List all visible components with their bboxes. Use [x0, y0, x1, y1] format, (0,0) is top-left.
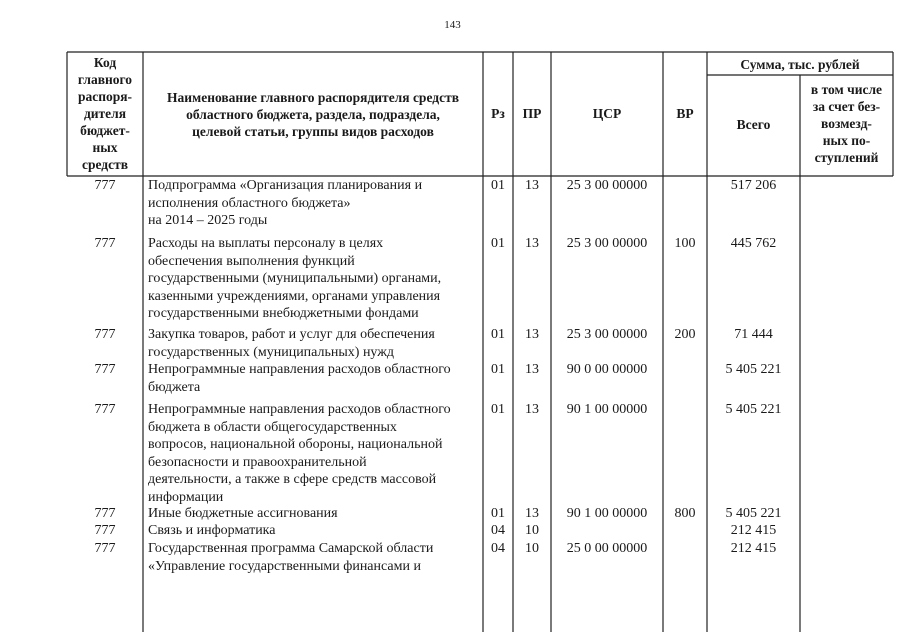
row-csr: 25 3 00 00000: [566, 327, 648, 342]
row-csr: 25 3 00 00000: [566, 236, 648, 251]
row-name: Непрограммные направления расходов областного бюджета: [148, 362, 451, 395]
row-pr: 13: [525, 236, 539, 251]
row-vr: 200: [674, 327, 696, 342]
row-name: Связь и информатика: [148, 523, 276, 538]
header-csr: ЦСР: [592, 106, 622, 121]
row-name: Иные бюджетные ассигнования: [148, 506, 338, 521]
row-code: 777: [94, 362, 116, 377]
row-name: Непрограммные направления расходов областного бюджета в области общегосударственных вопросов, национальной обороны, национальной безопасности и правоохранительной деятельности, а также в сфере средств массовой информации: [148, 402, 451, 505]
row-code: 777: [94, 523, 116, 538]
row-total: 5 405 221: [725, 506, 782, 521]
row-rz: 01: [491, 402, 505, 417]
row-total: 5 405 221: [725, 402, 782, 417]
row-rz: 04: [491, 541, 505, 556]
header-sum-group: Сумма, тыс. рублей: [740, 57, 860, 72]
header-name: Наименование главного распорядителя средств областного бюджета, раздела, подраздела, целевой статьи, группы видов расходов: [166, 90, 459, 139]
row-rz: 01: [491, 236, 505, 251]
row-rz: 01: [491, 506, 505, 521]
row-code: 777: [94, 236, 116, 251]
row-rz: 01: [491, 178, 505, 193]
header-rz: Рз: [491, 106, 505, 121]
row-name: Государственная программа Самарской области «Управление государственными финансами и: [148, 541, 434, 574]
header-vr: ВР: [676, 106, 694, 121]
header-incl: в том числе за счет без- возмезд- ных по- ступлений: [810, 82, 883, 165]
row-name: Расходы на выплаты персоналу в целях обеспечения выполнения функций государственными (муниципальными) органами, казенными учреждениями, органами управления государственными внебюджетными фондами: [148, 236, 442, 321]
row-csr: 25 0 00 00000: [566, 541, 648, 556]
row-rz: 01: [491, 362, 505, 377]
row-code: 777: [94, 178, 116, 193]
row-csr: 90 1 00 00000: [566, 506, 648, 521]
header-pr: ПР: [522, 106, 542, 121]
row-total: 445 762: [730, 236, 777, 251]
row-csr: 90 0 00 00000: [566, 362, 648, 377]
page-number: 143: [444, 19, 461, 31]
row-code: 777: [94, 541, 116, 556]
row-total: 71 444: [734, 327, 773, 342]
row-total: 517 206: [730, 178, 777, 193]
row-vr: 800: [674, 506, 696, 521]
row-pr: 10: [525, 541, 539, 556]
row-code: 777: [94, 402, 116, 417]
row-pr: 13: [525, 362, 539, 377]
row-total: 212 415: [730, 523, 777, 538]
row-pr: 13: [525, 402, 539, 417]
row-pr: 13: [525, 506, 539, 521]
row-total: 212 415: [730, 541, 777, 556]
row-rz: 04: [491, 523, 505, 538]
row-name: Подпрограмма «Организация планирования и исполнения областного бюджета» на 2014 – 2025 годы: [148, 178, 423, 228]
header-total: Всего: [736, 117, 771, 132]
row-csr: 25 3 00 00000: [566, 178, 648, 193]
row-csr: 90 1 00 00000: [566, 402, 648, 417]
row-pr: 10: [525, 523, 539, 538]
row-code: 777: [94, 327, 116, 342]
row-code: 777: [94, 506, 116, 521]
header-code: Код главного распоря- дителя бюджет- ных средств: [77, 55, 133, 172]
row-rz: 01: [491, 327, 505, 342]
row-total: 5 405 221: [725, 362, 782, 377]
row-vr: 100: [674, 236, 696, 251]
row-pr: 13: [525, 178, 539, 193]
row-name: Закупка товаров, работ и услуг для обеспечения государственных (муниципальных) нужд: [148, 327, 435, 360]
row-pr: 13: [525, 327, 539, 342]
